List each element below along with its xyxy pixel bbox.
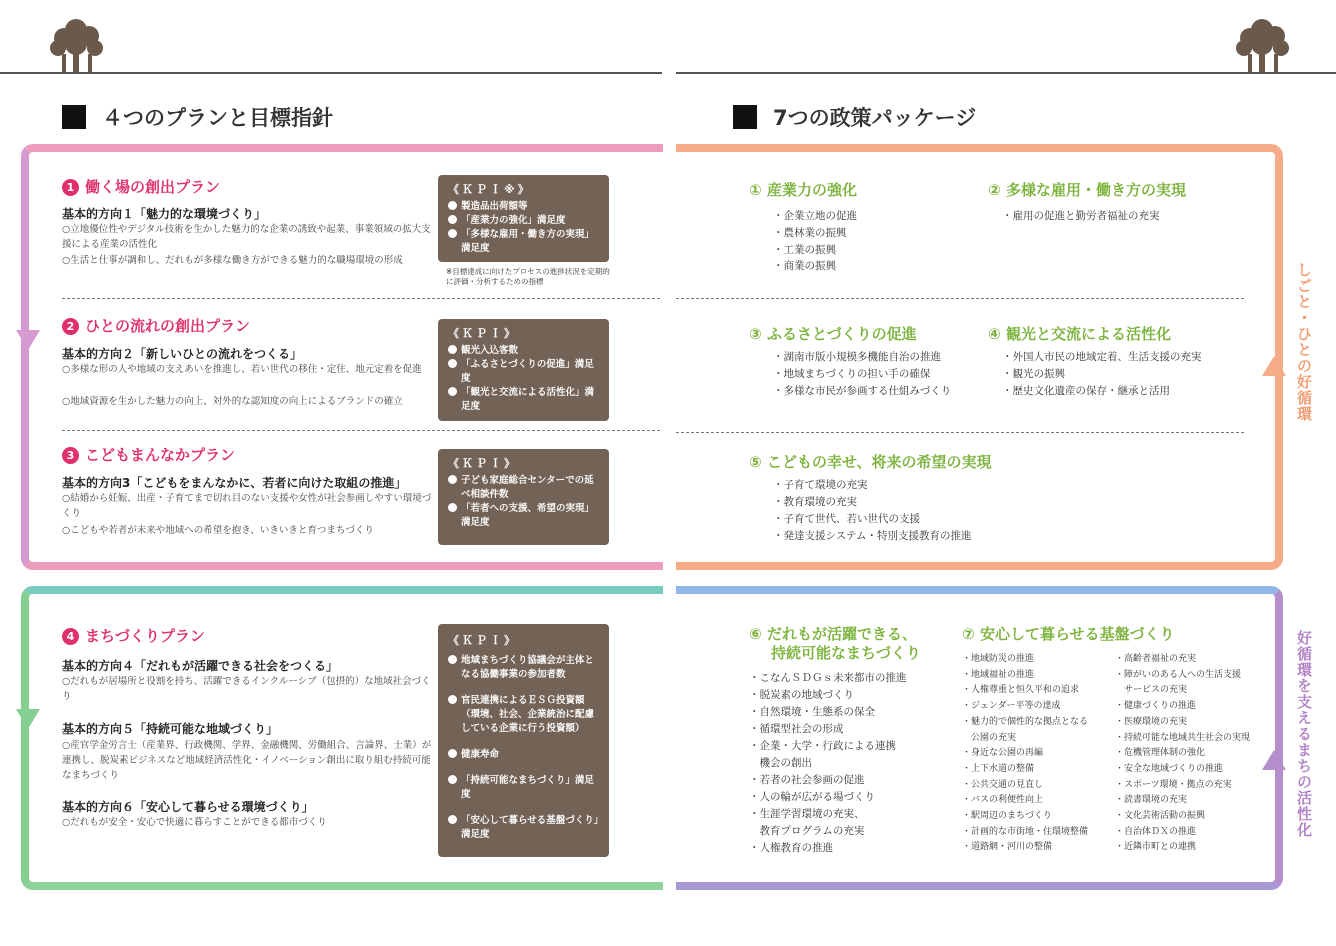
bullet-icon bbox=[448, 229, 457, 238]
kpi-box bbox=[438, 319, 609, 421]
right-heading-text: 7つの政策パッケージ bbox=[773, 106, 977, 130]
kpi-item: 官民連携によるＥＳＧ投資額（環境、社会、企業統治に配慮している企業に行う投資額） bbox=[448, 694, 599, 736]
heading-square-icon bbox=[733, 105, 757, 129]
up-arrow-icon bbox=[1262, 354, 1286, 380]
kpi-item: 「持続可能なまちづくり」満足度 bbox=[448, 774, 599, 802]
package-item: ・文化芸術活動の振興 bbox=[1115, 811, 1206, 822]
tree-icon bbox=[48, 14, 106, 74]
down-arrow-icon bbox=[16, 705, 40, 731]
bullet-icon bbox=[448, 201, 457, 210]
kpi-item: 製造品出荷額等 bbox=[448, 200, 599, 214]
package-item: ・健康づくりの推進 bbox=[1115, 701, 1197, 712]
plan-title bbox=[62, 176, 220, 197]
kpi-item: 「安心して暮らせる基盤づくり」満足度 bbox=[448, 814, 599, 842]
kpi-title: 《ＫＰＩ》 bbox=[448, 457, 518, 470]
header-rule bbox=[0, 72, 662, 74]
package-title: ① 産業力の強化 bbox=[749, 181, 857, 199]
direction-title: 基本的方向５「持続可能な地域づくり」 bbox=[62, 722, 279, 736]
dashed-divider bbox=[676, 298, 1244, 299]
kpi-footnote: ※目標達成に向けたプロセスの進捗状況を定期的に評価・分析するための指標 bbox=[446, 267, 610, 286]
heading-square-icon bbox=[62, 105, 86, 129]
package-item: ・身近な公園の再編 bbox=[962, 748, 1044, 759]
plan-title bbox=[62, 444, 235, 465]
package-item: ・高齢者福祉の充実 bbox=[1115, 654, 1197, 664]
dashed-divider bbox=[676, 432, 1244, 433]
package-item: ・商業の振興 bbox=[773, 260, 836, 272]
direction-note: ○生活と仕事が調和し、だれもが多様な働き方ができる魅力的な職場環境の形成 bbox=[62, 255, 403, 266]
direction-title: 基本的方向3「こどもをまんなかに、若者に向けた取組の推進」 bbox=[62, 476, 407, 490]
package-title: ③ ふるさとづくりの促進 bbox=[749, 325, 917, 343]
kpi-item: 「多様な雇用・働き方の実現」満足度 bbox=[448, 228, 599, 256]
kpi-box bbox=[438, 449, 609, 545]
package-item: ・湖南市版小規模多機能自治の推進 bbox=[773, 351, 941, 363]
package-item: ・障がいのある人への生活支援 bbox=[1115, 669, 1242, 680]
package-item: ・人権教育の推進 bbox=[749, 842, 833, 854]
bullet-icon bbox=[448, 475, 457, 484]
direction-note: ○だれもが安全・安心で快適に暮らすことができる都市づくり bbox=[62, 817, 327, 828]
package-item: ・歴史文化遺産の保存・継承と活用 bbox=[1002, 385, 1170, 397]
package-item: ・持続可能な地域共生社会の実現 bbox=[1115, 732, 1251, 743]
package-item: ・医療環境の充実 bbox=[1115, 716, 1188, 727]
package-item: ・地域まちづくりの担い手の確保 bbox=[773, 368, 931, 380]
direction-note: ○産官学金労言士（産業界、行政機関、学界、金融機関、労働組合、言論界、士業）が連携し、脱炭素ビジネスなど地域経済活性化・イノベーション創出に取り組む持続可能なまちづくり bbox=[62, 740, 432, 781]
package-item: ・人の輪が広がる場づくり bbox=[749, 791, 875, 803]
package-item: ・工業の振興 bbox=[773, 244, 836, 256]
direction-note: ○結婚から妊娠、出産・子育てまで切れ目のない支援や女性が社会参画しやすい環境づくり bbox=[62, 493, 432, 519]
direction-title: 基本的方向１「魅力的な環境づくり」 bbox=[62, 207, 267, 221]
plan-title-text: 働く場の創出プラン bbox=[85, 178, 221, 196]
package-item: ・バスの利便性向上 bbox=[962, 795, 1044, 806]
dashed-divider bbox=[62, 298, 660, 299]
package-item: ・教育環境の充実 bbox=[773, 496, 857, 508]
kpi-item: 「観光と交流による活性化」満足度 bbox=[448, 386, 599, 414]
package-item: 公園の充実 bbox=[962, 732, 1017, 743]
package-item: ・人権尊重と恒久平和の追求 bbox=[962, 685, 1080, 696]
package-item: ・読書環境の充実 bbox=[1115, 795, 1188, 806]
package-item: ・上下水道の整備 bbox=[962, 763, 1035, 774]
package-item: ・駅周辺のまちづくり bbox=[962, 811, 1052, 822]
side-label-bottom: 好循環を支えるまちの活性化 bbox=[1295, 630, 1313, 838]
package-item: ・近隣市町との連携 bbox=[1115, 842, 1197, 853]
package-item: 教育プログラムの充実 bbox=[749, 825, 865, 837]
direction-title: 基本的方向４「だれもが活躍できる社会をつくる」 bbox=[62, 659, 339, 673]
kpi-box bbox=[438, 624, 609, 857]
bullet-icon bbox=[448, 749, 457, 758]
package-item: ・魅力的で個性的な拠点となる bbox=[962, 716, 1089, 727]
package-item: ・安全な地域づくりの推進 bbox=[1115, 763, 1224, 774]
package-item: ・脱炭素の地域づくり bbox=[749, 689, 854, 701]
package-item: ・多様な市民が参画する仕組みづくり bbox=[773, 385, 952, 397]
kpi-item: 「ふるさとづくりの促進」満足度 bbox=[448, 358, 599, 386]
down-arrow-icon bbox=[16, 326, 40, 352]
kpi-item: 地域まちづくり協議会が主体となる協働事業の参加者数 bbox=[448, 654, 599, 682]
kpi-title: 《ＫＰＩ※》 bbox=[448, 183, 532, 196]
package-item: ・地域防災の推進 bbox=[962, 654, 1035, 664]
package-title: ⑦ 安心して暮らせる基盤づくり bbox=[962, 625, 1175, 643]
package-item: ・循環型社会の形成 bbox=[749, 723, 844, 735]
package-item: ・自治体ＤＸの推進 bbox=[1115, 826, 1197, 837]
bullet-icon bbox=[448, 775, 457, 784]
package-item: ・企業・大学・行政による連携 bbox=[749, 740, 896, 752]
up-arrow-icon bbox=[1262, 748, 1286, 774]
kpi-item: 「若者への支援、希望の実現」満足度 bbox=[448, 502, 599, 530]
plan-title-text: まちづくりプラン bbox=[85, 627, 205, 645]
package-item: ・こなんＳＤＧｓ未来都市の推進 bbox=[749, 672, 907, 684]
kpi-item: 健康寿命 bbox=[448, 748, 599, 762]
package-item: ・公共交通の見直し bbox=[962, 779, 1044, 790]
package-7-list-col1 bbox=[962, 652, 1088, 856]
package-item: ・スポーツ環境・拠点の充実 bbox=[1115, 779, 1232, 790]
bullet-icon bbox=[448, 345, 457, 354]
package-7-list-col2 bbox=[1115, 652, 1250, 856]
direction-title: 基本的方向６「安心して暮らせる環境づくり」 bbox=[62, 800, 314, 814]
kpi-title: 《ＫＰＩ》 bbox=[448, 634, 518, 647]
bullet-icon bbox=[448, 695, 457, 704]
plan-title bbox=[62, 625, 205, 646]
right-heading bbox=[733, 102, 976, 132]
package-item: ・雇用の促進と勤労者福祉の充実 bbox=[1002, 210, 1160, 222]
package-item: ・子育て世代、若い世代の支援 bbox=[773, 513, 920, 525]
bullet-icon bbox=[448, 815, 457, 824]
tree-icon bbox=[1234, 14, 1292, 74]
kpi-item: 「産業力の強化」満足度 bbox=[448, 214, 599, 228]
package-item: ・地域福祉の推進 bbox=[962, 669, 1035, 680]
plan-number-badge: 3 bbox=[62, 447, 79, 464]
kpi-title: 《ＫＰＩ》 bbox=[448, 327, 518, 340]
package-item: ・生涯学習環境の充実、 bbox=[749, 808, 865, 820]
kpi-item: 子ども家庭総合センターでの延べ相談件数 bbox=[448, 474, 599, 502]
package-title: ② 多様な雇用・働き方の実現 bbox=[988, 181, 1186, 199]
plan-number-badge: 1 bbox=[62, 179, 79, 196]
package-item: サービスの充実 bbox=[1115, 685, 1188, 696]
direction-note: ○立地優位性やデジタル技術を生かした魅力的な企業の誘致や起業、事業領域の拡大支援による産業の活性化 bbox=[62, 224, 431, 250]
bullet-icon bbox=[448, 387, 457, 396]
package-item: ・外国人市民の地域定着、生活支援の充実 bbox=[1002, 351, 1202, 363]
kpi-box bbox=[438, 175, 609, 262]
package-item: 機会の創出 bbox=[749, 757, 812, 769]
package-item: ・自然環境・生態系の保全 bbox=[749, 706, 875, 718]
package-item: ・発達支援システム・特別支援教育の推進 bbox=[773, 530, 972, 542]
bullet-icon bbox=[448, 655, 457, 664]
plan-number-badge: 4 bbox=[62, 628, 79, 645]
package-item: ・企業立地の促進 bbox=[773, 210, 857, 222]
package-item: ・観光の振興 bbox=[1002, 368, 1065, 380]
package-item: ・危機管理体制の強化 bbox=[1115, 748, 1206, 759]
plan-title bbox=[62, 315, 250, 336]
direction-note: ○こどもや若者が未来や地域への希望を抱き、いきいきと育つまちづくり bbox=[62, 525, 374, 536]
package-6-list bbox=[749, 670, 907, 857]
package-item: ・若者の社会参画の促進 bbox=[749, 774, 865, 786]
package-item: ・ジェンダー平等の達成 bbox=[962, 701, 1061, 712]
direction-note: ○だれもが居場所と役割を持ち、活躍できるインクルーシブ（包摂的）な地域社会づくり bbox=[62, 676, 431, 702]
plan-title-text: こどもまんなかプラン bbox=[85, 446, 236, 464]
header-rule bbox=[676, 72, 1336, 74]
bullet-icon bbox=[448, 359, 457, 368]
direction-note: ○多様な形の人や地域の支えあいを推進し、若い世代の移住・定住、地元定着を促進 bbox=[62, 364, 422, 375]
package-item: ・計画的な市街地・住環境整備 bbox=[962, 826, 1089, 837]
direction-note: ○地域資源を生かした魅力の向上、対外的な認知度の向上によるブランドの確立 bbox=[62, 396, 403, 407]
direction-title: 基本的方向２「新しいひとの流れをつくる」 bbox=[62, 347, 303, 361]
bullet-icon bbox=[448, 503, 457, 512]
kpi-item: 観光入込客数 bbox=[448, 344, 599, 358]
package-item: ・農林業の振興 bbox=[773, 227, 847, 239]
left-heading-text: ４つのプランと目標指針 bbox=[102, 106, 333, 130]
package-title: ④ 観光と交流による活性化 bbox=[988, 325, 1171, 343]
bullet-icon bbox=[448, 215, 457, 224]
package-item: ・子育て環境の充実 bbox=[773, 479, 868, 491]
dashed-divider bbox=[62, 430, 660, 431]
package-title: ⑥ だれもが活躍できる、 持続可能なまちづくり bbox=[749, 625, 921, 662]
left-heading bbox=[62, 102, 333, 132]
package-title: ⑤ こどもの幸せ、将来の希望の実現 bbox=[749, 453, 992, 471]
plan-title-text: ひとの流れの創出プラン bbox=[85, 317, 251, 335]
package-item: ・道路網・河川の整備 bbox=[962, 842, 1053, 853]
plan-number-badge: 2 bbox=[62, 318, 79, 335]
side-label-top: しごと・ひとの好循環 bbox=[1295, 262, 1313, 422]
